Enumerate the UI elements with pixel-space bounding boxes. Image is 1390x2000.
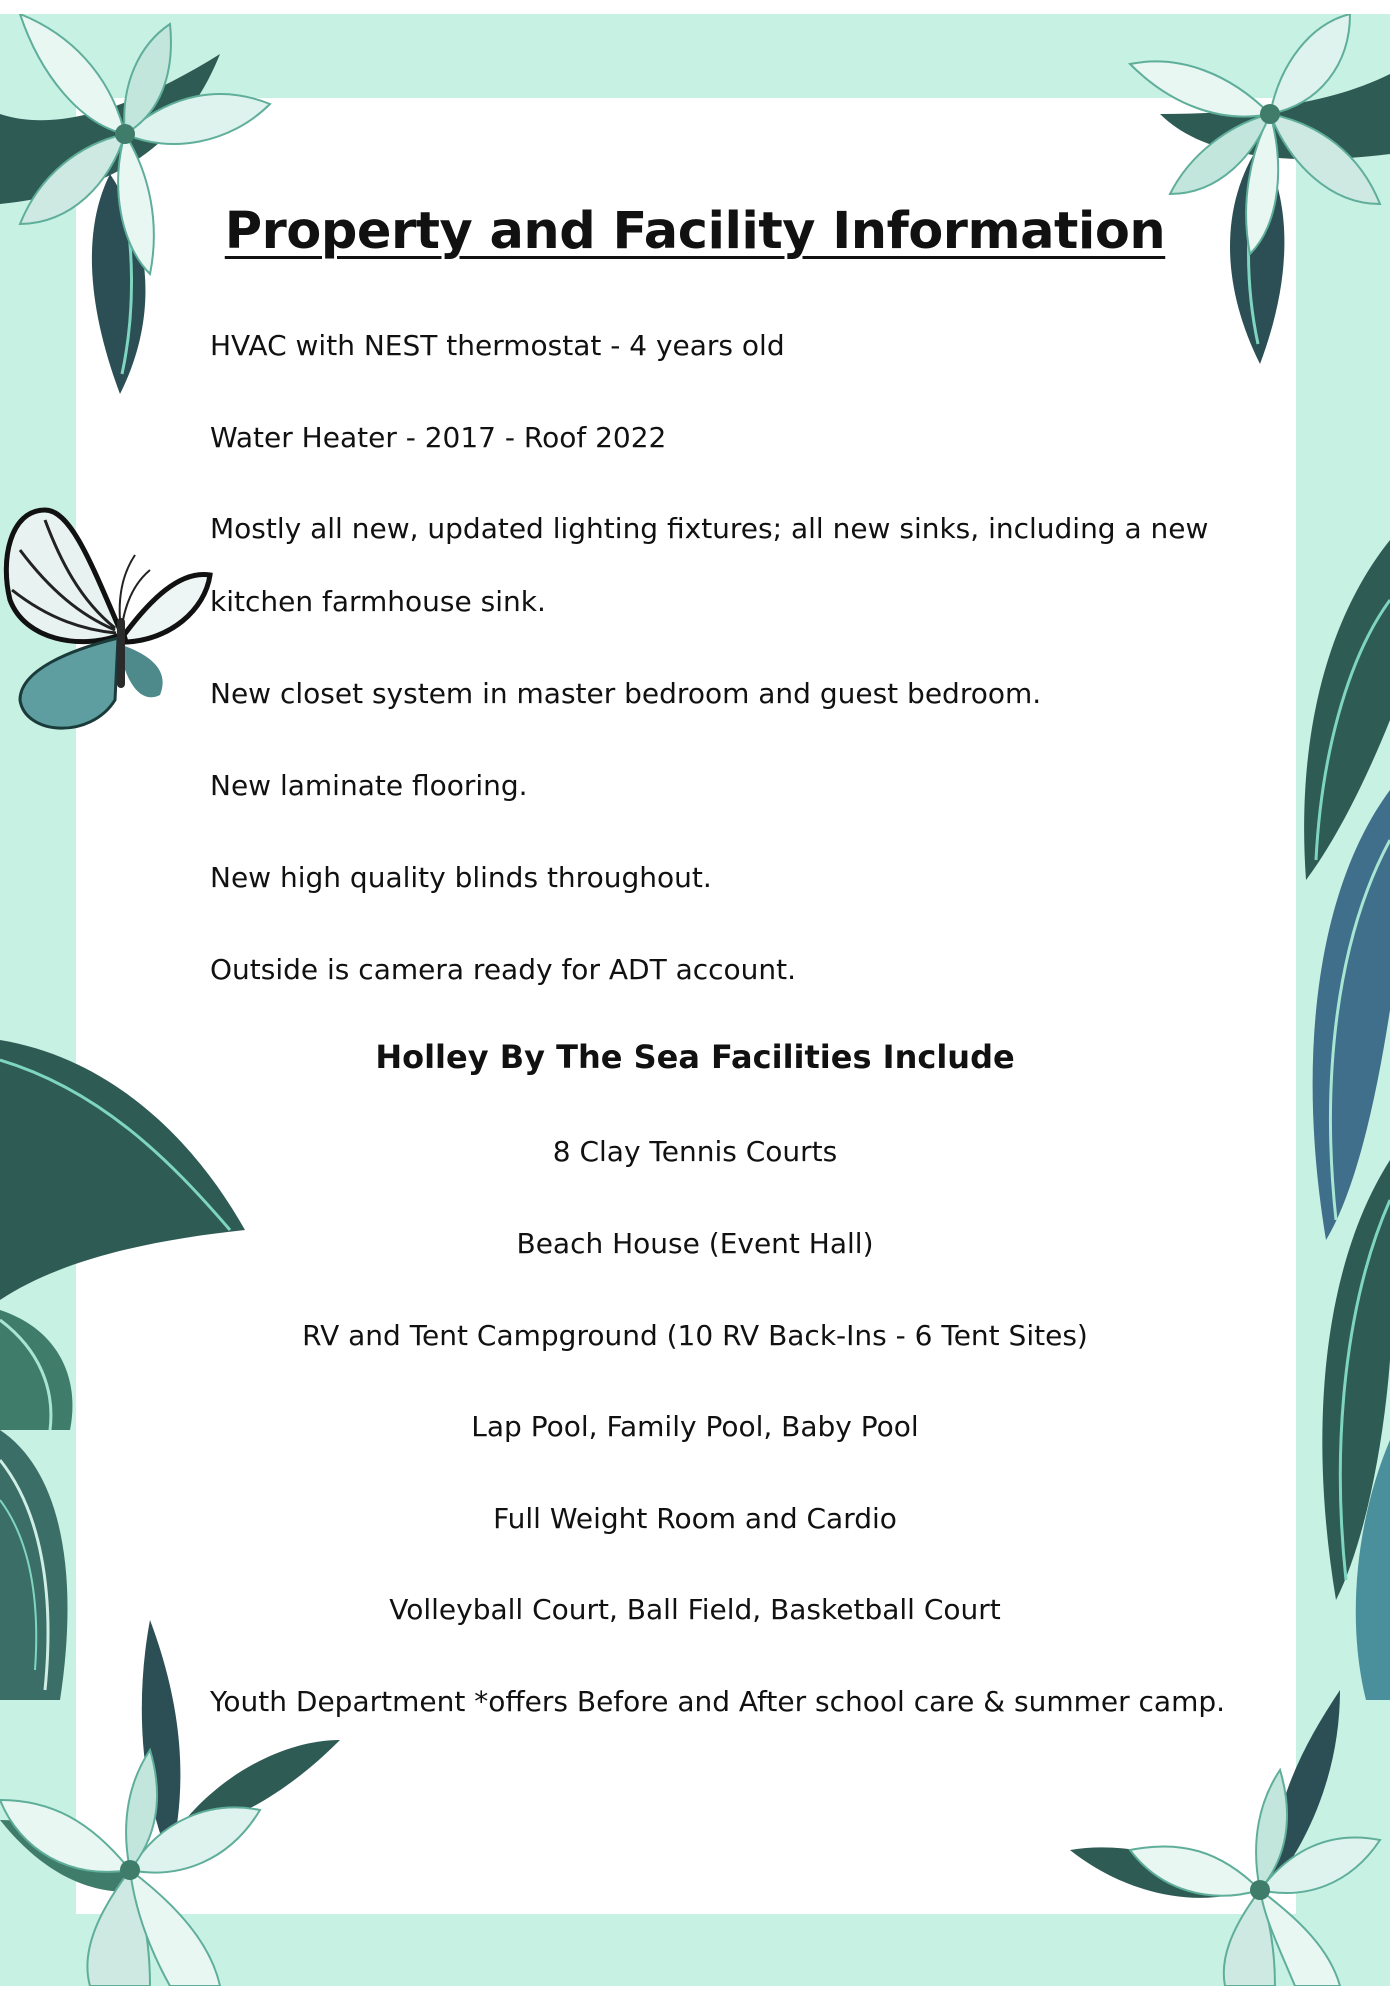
butterfly-icon: [0, 500, 215, 740]
property-item-blinds: New high quality blinds throughout.: [210, 861, 712, 894]
facility-item-campground: RV and Tent Campground (10 RV Back-Ins - 6 Tent Sites): [302, 1319, 1088, 1352]
lily-flower-icon: [1030, 14, 1390, 364]
property-item-hvac: HVAC with NEST thermostat - 4 years old: [210, 329, 785, 362]
property-item-lighting: Mostly all new, updated lighting fixtures; all new sinks, including a new kitchen farmhouse sink.: [210, 512, 1209, 618]
facility-item-tennis: 8 Clay Tennis Courts: [552, 1135, 838, 1168]
property-item-closet: New closet system in master bedroom and guest bedroom.: [210, 677, 1042, 710]
facility-item-courts: Volleyball Court, Ball Field, Basketball Court: [389, 1593, 1001, 1626]
property-item-camera: Outside is camera ready for ADT account.: [210, 953, 797, 986]
lily-flower-icon: [0, 1620, 360, 1986]
facility-item-youth: Youth Department *offers Before and After school care & summer camp.: [210, 1685, 1226, 1718]
page-title: Property and Facility Information: [224, 202, 1166, 261]
property-item-water-heater: Water Heater - 2017 - Roof 2022: [210, 421, 667, 454]
facility-item-weight-room: Full Weight Room and Cardio: [493, 1502, 897, 1535]
facilities-heading: Holley By The Sea Facilities Include: [375, 1038, 1015, 1076]
facility-item-pools: Lap Pool, Family Pool, Baby Pool: [471, 1410, 919, 1443]
lily-flower-icon: [1070, 1690, 1390, 1986]
facility-item-beach-house: Beach House (Event Hall): [516, 1227, 874, 1260]
property-item-flooring: New laminate flooring.: [210, 769, 528, 802]
